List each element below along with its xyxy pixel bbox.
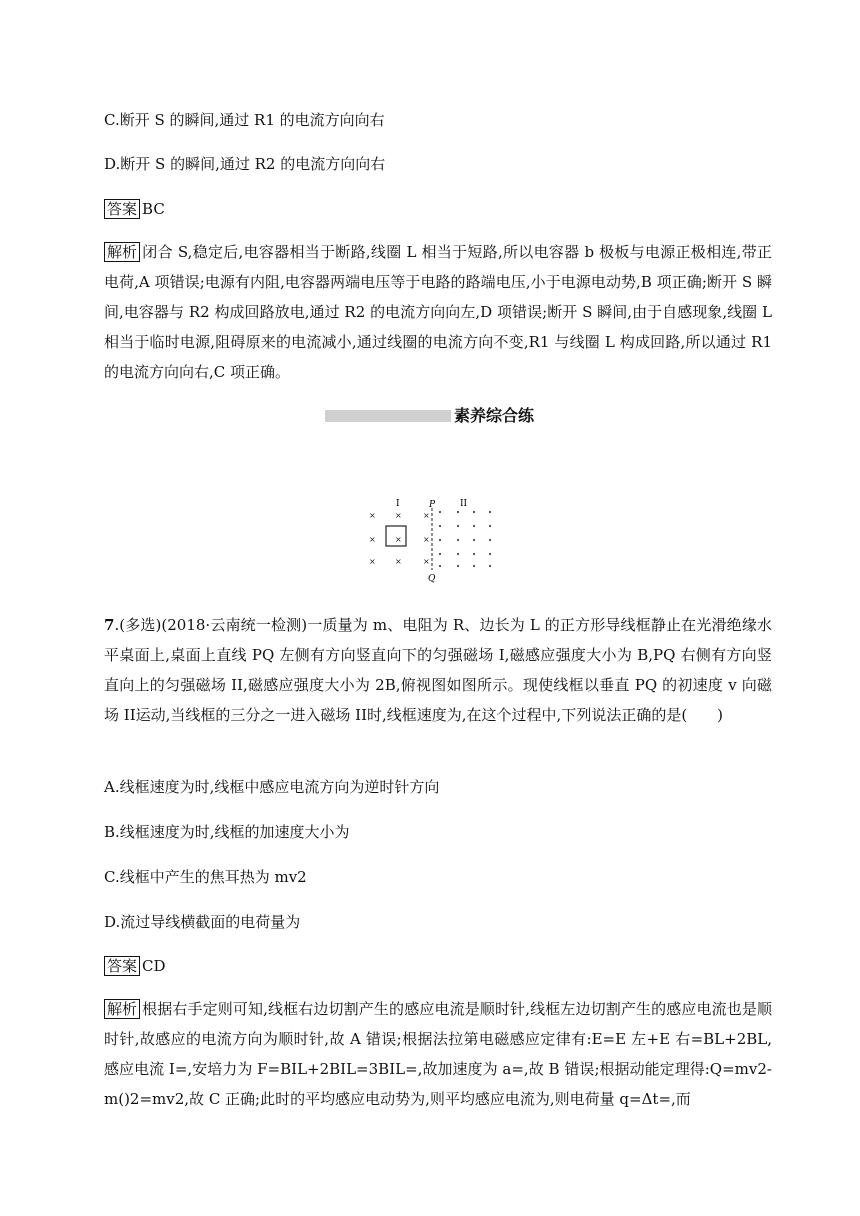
svg-text:×: × [423,535,430,544]
region-ii-label: II [460,499,468,509]
region-i-label: I [396,499,400,509]
question-7 [104,610,772,730]
magnetic-field-figure [362,498,502,584]
analysis-tag: 解析 [104,242,140,262]
option-b: B.线框速度为时,线框的加速度大小为 [104,823,350,841]
question-7-stem: .(多选)(2018·云南统一检测)一质量为 m、电阻为 R、边长为 L 的正方形导线框静止在光滑绝缘水平桌面上,桌面上直线 PQ 左侧有方向竖直向下的匀强磁场 I,磁感应强度大小为 B,PQ 右侧有方向竖直向上的匀强磁场 II,磁感应强度大小为 2B,俯视图如图所示。现使线框以垂直 PQ 的初速度 v 向磁场 II运动,当线框的三分之一进入磁场 II时,线框速度为,在这个过程中,下列说法正确的是( ) [104,616,772,724]
answer-2 [104,956,166,976]
svg-text:×: × [369,535,376,544]
svg-text:×: × [423,557,430,566]
option-d-prev: D.断开 S 的瞬间,通过 R2 的电流方向向右 [104,155,386,173]
svg-text:×: × [395,535,402,544]
svg-text:×: × [423,511,430,520]
region-i-crosses [369,511,430,566]
p-label: P [429,500,436,510]
svg-text:×: × [395,557,402,566]
answer-2-value: CD [142,957,166,975]
option-c-prev: C.断开 S 的瞬间,通过 R1 的电流方向向右 [104,111,385,129]
answer-tag: 答案 [104,199,140,219]
analysis-2-text: 根据右手定则可知,线框右边切割产生的感应电流是顺时针,线框左边切割产生的感应电流也是顺时针,故感应的电流方向为顺时针,故 A 错误;根据法拉第电磁感应定律有:E=E 左+E 右=BL+2BL,感应电流 I=,安培力为 F=BIL+2BIL=3BIL=,故加速度为 a=,故 B 错误;根据动能定理得:Q=mv2-m()2=mv2,故 C 正确;此时的平均感应电动势为,则平均感应电流为,则电荷量 q=Δt=,而 [104,1000,772,1108]
option-c: C.线框中产生的焦耳热为 mv2 [104,868,307,886]
section-title: 素养综合练 [454,406,535,425]
svg-text:×: × [395,511,402,520]
analysis-1 [104,237,772,387]
svg-text:×: × [369,557,376,566]
answer-1-value: BC [142,200,165,218]
option-d: D.流过导线横截面的电荷量为 [104,913,301,931]
analysis-1-text: 闭合 S,稳定后,电容器相当于断路,线圈 L 相当于短路,所以电容器 b 极板与电源正极相连,带正电荷,A 项错误;电源有内阻,电容器两端电压等于电路的路端电压,小于电源电动势,B 项正确;断开 S 瞬间,电容器与 R2 构成回路放电,通过 R2 的电流方向向左,D 项错误;断开 S 瞬间,由于自感现象,线圈 L 相当于临时电源,阻碍原来的电流减小,通过线圈的电流方向不变,R1 与线圈 L 构成回路,所以通过 R1 的电流方向向右,C 项正确。 [104,243,772,381]
analysis-tag-2: 解析 [104,999,140,1019]
option-a: A.线框速度为时,线框中感应电流方向为逆时针方向 [104,778,440,796]
analysis-2 [104,994,772,1114]
svg-text:×: × [369,511,376,520]
section-bar [325,410,451,422]
question-number: 7 [104,616,115,634]
answer-1 [104,199,165,219]
answer-tag-2: 答案 [104,956,140,976]
q-label: Q [428,574,436,584]
region-ii-dots [439,511,491,567]
